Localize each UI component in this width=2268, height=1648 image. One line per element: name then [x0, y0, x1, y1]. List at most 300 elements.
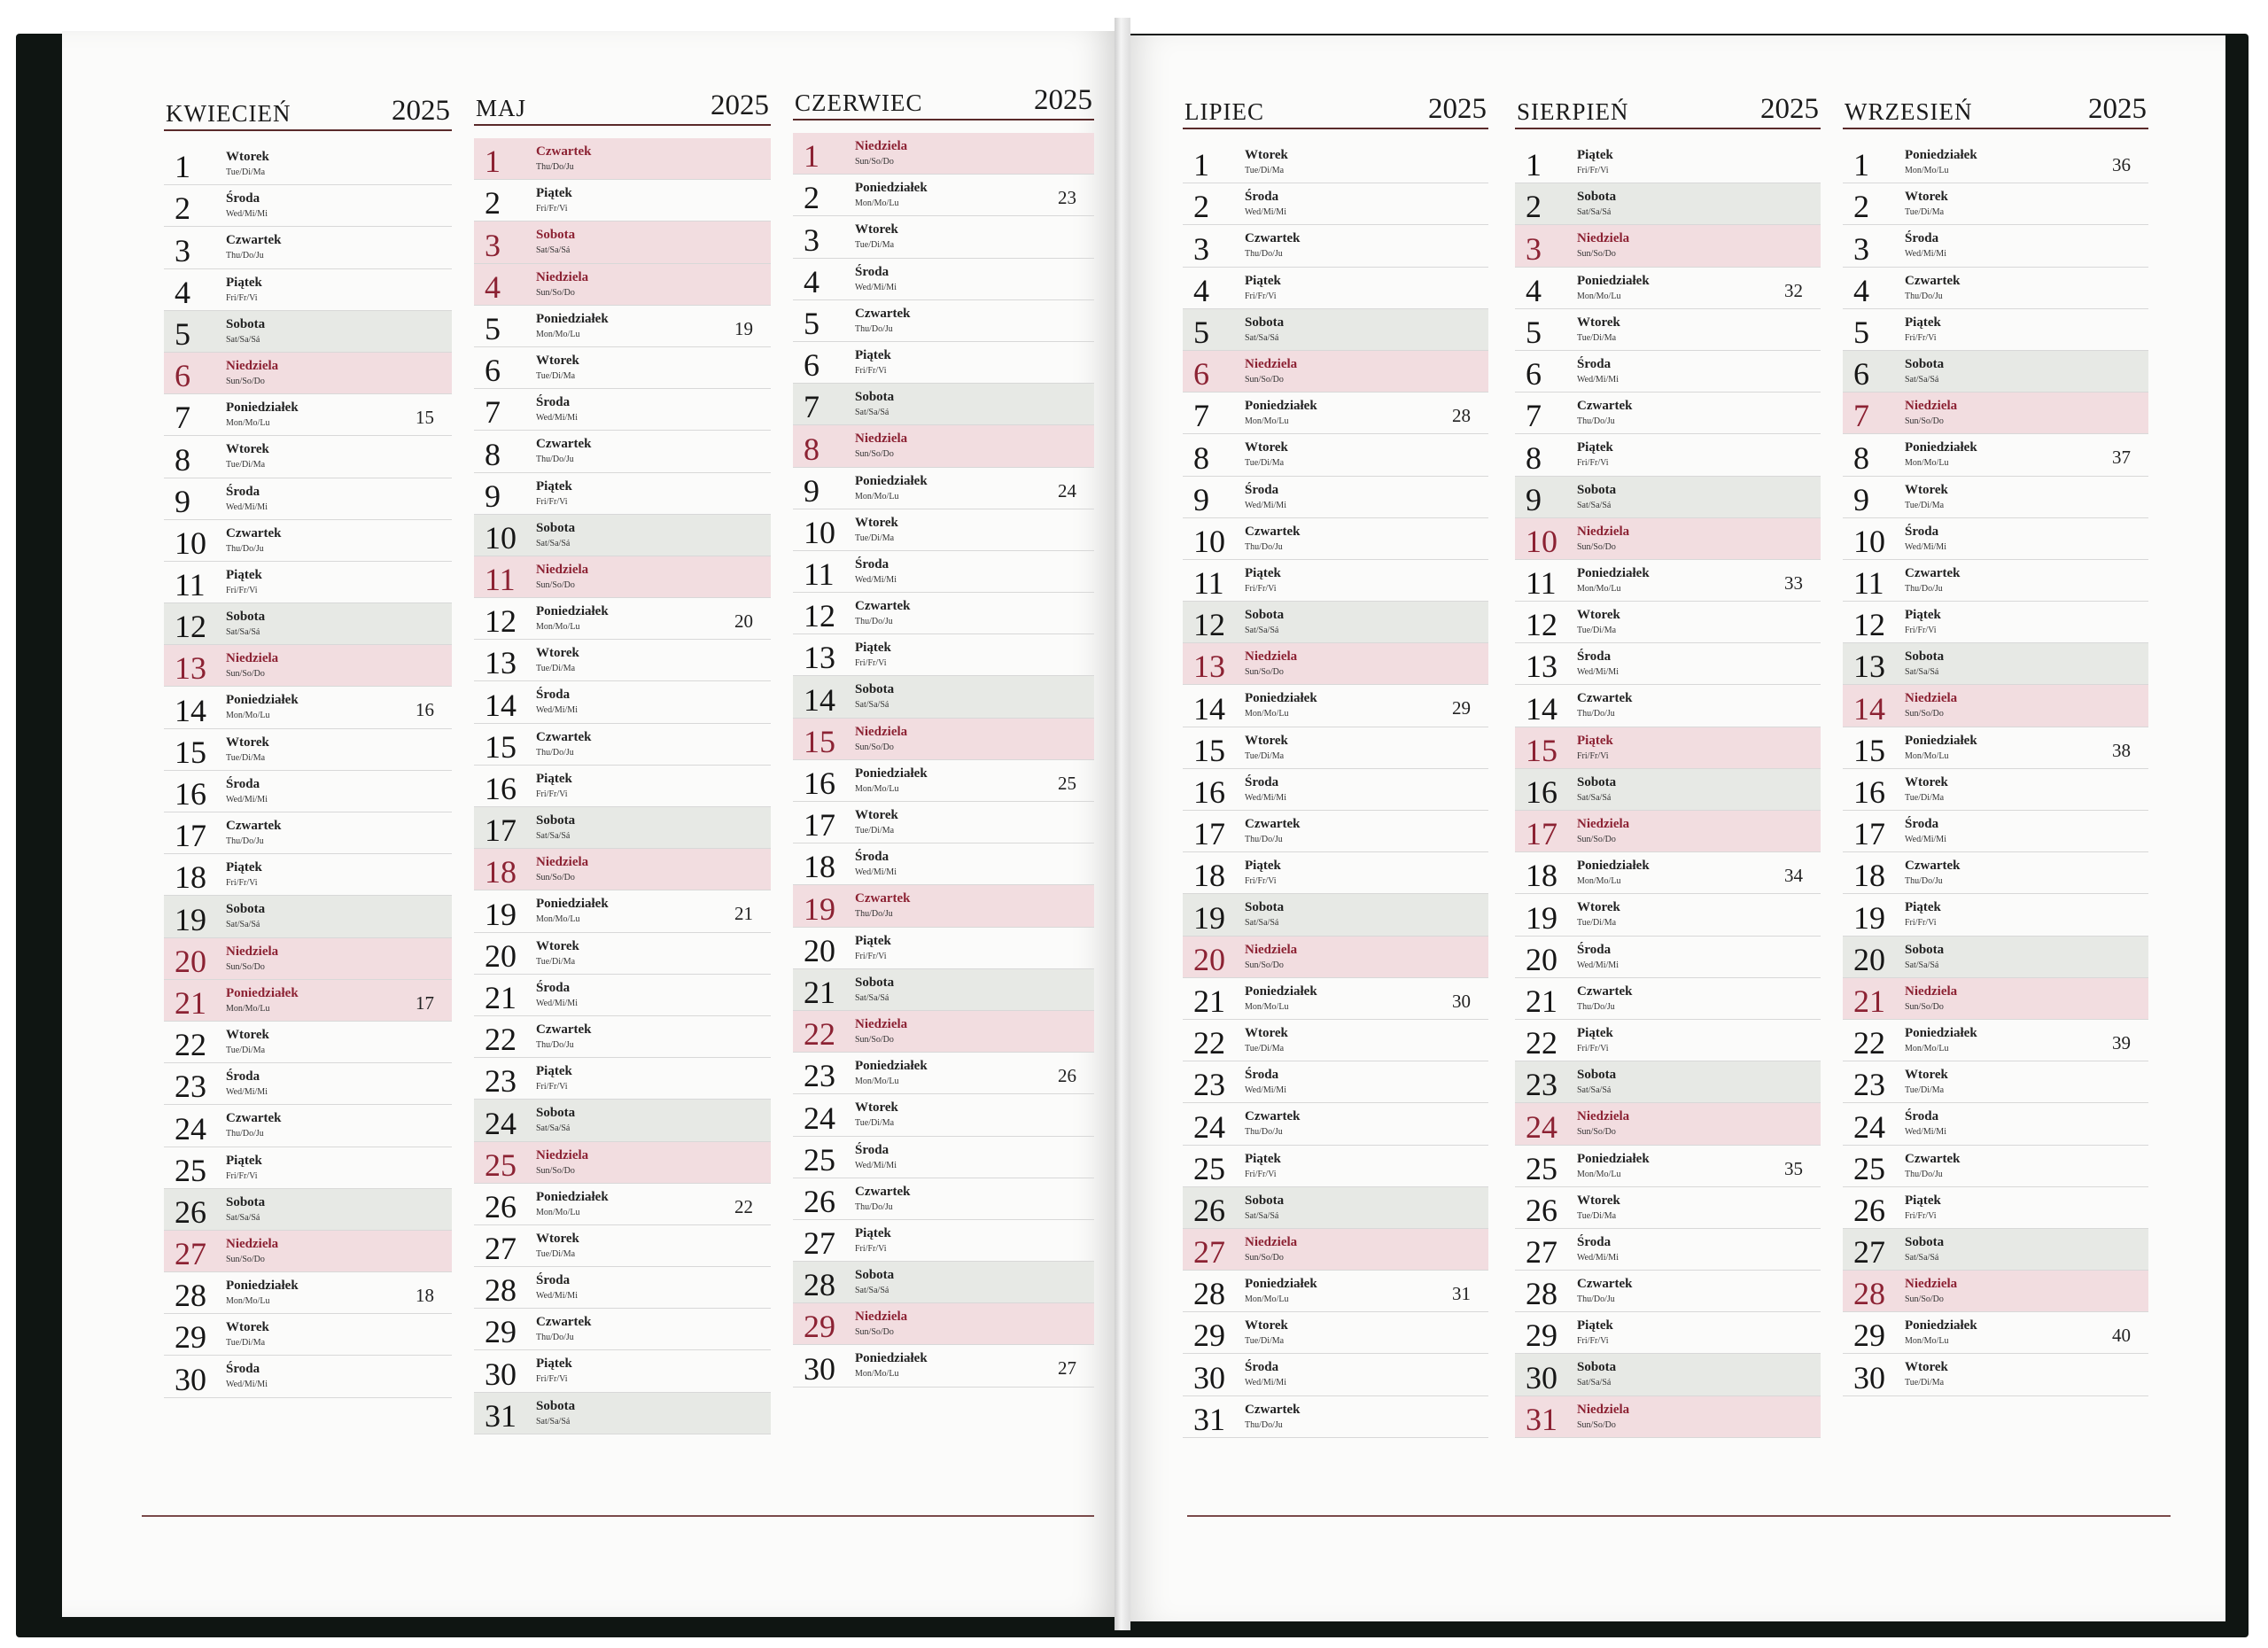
weekday-translation: Mon/Mo/Lu	[226, 711, 270, 721]
weekday-name: Wtorek	[1577, 608, 1620, 623]
day-number: 3	[1193, 230, 1209, 267]
weekday-translation: Sat/Sa/Sá	[536, 1416, 571, 1426]
weekday-translation: Wed/Mi/Mi	[855, 867, 897, 878]
weekday-name: Piątek	[855, 641, 891, 656]
weekday-name: Sobota	[1577, 482, 1617, 497]
weekday-translation: Thu/Do/Ju	[1577, 709, 1615, 719]
day-number: 2	[804, 180, 819, 216]
day-row	[1183, 1020, 1488, 1061]
weekday-translation: Fri/Fr/Vi	[1245, 291, 1277, 301]
day-row	[164, 896, 452, 937]
day-number: 10	[1526, 523, 1557, 559]
day-number: 1	[1526, 147, 1542, 183]
day-row	[164, 1356, 452, 1397]
day-row	[474, 222, 771, 263]
weekday-translation: Mon/Mo/Lu	[1905, 166, 1949, 175]
weekday-name: Czwartek	[855, 891, 911, 906]
day-row	[1843, 1187, 2148, 1229]
weekday-name: Sobota	[1905, 356, 1945, 371]
weekday-name: Środa	[1577, 942, 1612, 957]
weekday-translation: Sat/Sa/Sá	[1245, 918, 1279, 929]
weekday-name: Wtorek	[1245, 148, 1288, 162]
day-number: 18	[804, 849, 835, 885]
day-number: 12	[1853, 607, 1885, 643]
weekday-name: Wtorek	[855, 1100, 898, 1116]
weekday-translation: Sat/Sa/Sá	[536, 1123, 571, 1134]
day-row	[1515, 1312, 1821, 1354]
weekday-translation: Sat/Sa/Sá	[536, 831, 571, 841]
day-row	[164, 603, 452, 645]
weekday-name: Poniedziałek	[1245, 691, 1317, 706]
weekday-translation: Fri/Fr/Vi	[1905, 918, 1937, 929]
weekday-name: Wtorek	[855, 515, 898, 530]
day-row	[1183, 852, 1488, 894]
weekday-name: Wtorek	[1245, 1025, 1288, 1040]
day-row	[1843, 769, 2148, 811]
weekday-translation: Thu/Do/Ju	[536, 1039, 574, 1050]
day-row	[474, 640, 771, 681]
day-row	[1183, 560, 1488, 602]
book-spine	[1115, 18, 1130, 1630]
weekday-translation: Wed/Mi/Mi	[226, 501, 268, 512]
day-number: 23	[175, 1069, 206, 1105]
day-row	[793, 802, 1094, 843]
day-number: 11	[1853, 565, 1884, 602]
weekday-name: Czwartek	[1905, 1151, 1961, 1166]
weekday-name: Czwartek	[1577, 1277, 1633, 1292]
day-number: 23	[485, 1063, 517, 1100]
weekday-translation: Fri/Fr/Vi	[536, 496, 568, 507]
day-number: 21	[1853, 983, 1885, 1019]
day-row	[1515, 560, 1821, 602]
weekday-translation: Mon/Mo/Lu	[226, 418, 270, 429]
day-row	[793, 1178, 1094, 1220]
day-row	[1843, 894, 2148, 936]
weekday-name: Piątek	[1245, 273, 1281, 288]
weekday-translation: Fri/Fr/Vi	[226, 292, 258, 303]
weekday-name: Niedziela	[1577, 817, 1630, 831]
day-number: 17	[485, 812, 517, 849]
day-row	[474, 890, 771, 932]
day-number: 14	[1526, 690, 1557, 727]
day-row	[793, 300, 1094, 342]
weekday-translation: Sun/So/Do	[536, 287, 575, 298]
day-number: 30	[485, 1356, 517, 1392]
day-row	[1183, 477, 1488, 518]
day-number: 29	[485, 1314, 517, 1350]
weekday-translation: Fri/Fr/Vi	[536, 204, 568, 214]
day-list	[474, 138, 771, 1434]
weekday-translation: Fri/Fr/Vi	[1577, 750, 1609, 761]
day-number: 3	[1853, 230, 1869, 267]
weekday-translation: Thu/Do/Ju	[1577, 416, 1615, 427]
day-row	[1183, 978, 1488, 1020]
day-number: 22	[804, 1016, 835, 1053]
weekday-translation: Tue/Di/Ma	[226, 460, 266, 470]
weekday-name: Niedziela	[536, 855, 589, 870]
day-list	[1183, 142, 1488, 1438]
month-year: 2025	[2088, 93, 2147, 125]
day-row	[1843, 1020, 2148, 1061]
weekday-name: Czwartek	[536, 144, 592, 159]
weekday-name: Środa	[855, 264, 889, 279]
day-number: 21	[1526, 983, 1557, 1019]
day-number: 29	[804, 1309, 835, 1345]
week-number: 32	[1784, 279, 1803, 301]
weekday-translation: Sun/So/Do	[226, 961, 265, 972]
day-row	[1183, 309, 1488, 351]
day-number: 30	[1853, 1359, 1885, 1395]
day-number: 8	[175, 441, 190, 478]
day-row	[793, 1011, 1094, 1053]
day-row	[1515, 393, 1821, 434]
weekday-name: Wtorek	[1905, 774, 1948, 789]
weekday-translation: Tue/Di/Ma	[855, 1118, 895, 1129]
weekday-translation: Sun/So/Do	[1577, 1419, 1616, 1430]
weekday-name: Czwartek	[536, 729, 592, 744]
day-row	[474, 1393, 771, 1434]
day-row	[793, 928, 1094, 969]
weekday-name: Piątek	[226, 1153, 262, 1168]
day-row	[793, 384, 1094, 425]
day-row	[1183, 1187, 1488, 1229]
month-year: 2025	[1034, 84, 1092, 116]
day-row	[1183, 1146, 1488, 1187]
day-number: 23	[1526, 1067, 1557, 1103]
day-number: 24	[1193, 1108, 1225, 1145]
weekday-name: Niedziela	[536, 1147, 589, 1162]
weekday-name: Poniedziałek	[855, 181, 928, 196]
day-row	[1183, 268, 1488, 309]
day-number: 19	[1526, 899, 1557, 936]
weekday-name: Poniedziałek	[855, 766, 928, 781]
day-row	[1183, 142, 1488, 183]
day-row	[164, 562, 452, 603]
day-row	[474, 724, 771, 766]
day-row	[1183, 727, 1488, 769]
weekday-name: Sobota	[536, 228, 576, 243]
weekday-name: Niedziela	[226, 358, 279, 373]
day-row	[1843, 142, 2148, 183]
day-row	[793, 1053, 1094, 1094]
weekday-translation: Wed/Mi/Mi	[1245, 1085, 1286, 1096]
week-number: 16	[416, 699, 434, 721]
day-row	[1515, 852, 1821, 894]
weekday-name: Piątek	[536, 1064, 572, 1079]
weekday-translation: Fri/Fr/Vi	[1905, 626, 1937, 636]
day-number: 29	[1526, 1318, 1557, 1354]
day-row	[164, 938, 452, 980]
day-number: 2	[485, 185, 501, 222]
weekday-name: Czwartek	[226, 233, 282, 248]
weekday-name: Czwartek	[1245, 1109, 1301, 1124]
day-row	[474, 849, 771, 890]
weekday-name: Sobota	[226, 316, 266, 331]
weekday-translation: Sat/Sa/Sá	[1905, 960, 1939, 970]
day-number: 10	[175, 525, 206, 561]
week-number: 31	[1452, 1283, 1471, 1305]
weekday-translation: Tue/Di/Ma	[536, 370, 576, 381]
day-number: 31	[1526, 1401, 1557, 1437]
weekday-name: Niedziela	[1577, 1109, 1630, 1124]
weekday-name: Sobota	[855, 975, 895, 990]
day-row	[164, 394, 452, 436]
day-number: 3	[1526, 230, 1542, 267]
day-row	[1843, 351, 2148, 393]
day-number: 4	[175, 274, 190, 310]
day-number: 10	[1853, 523, 1885, 559]
day-number: 25	[175, 1152, 206, 1188]
weekday-translation: Mon/Mo/Lu	[1577, 291, 1621, 301]
day-number: 18	[485, 854, 517, 890]
day-number: 19	[175, 901, 206, 937]
weekday-translation: Wed/Mi/Mi	[226, 794, 268, 805]
day-row	[1183, 1061, 1488, 1103]
weekday-translation: Thu/Do/Ju	[1245, 835, 1283, 844]
weekday-translation: Tue/Di/Ma	[855, 240, 895, 251]
day-number: 19	[1853, 899, 1885, 936]
weekday-translation: Sat/Sa/Sá	[226, 1212, 260, 1223]
day-number: 6	[485, 353, 501, 389]
weekday-translation: Sat/Sa/Sá	[855, 1286, 889, 1296]
day-number: 20	[175, 943, 206, 979]
day-number: 27	[1193, 1234, 1225, 1271]
weekday-translation: Mon/Mo/Lu	[855, 1077, 899, 1087]
day-row	[474, 807, 771, 849]
weekday-name: Sobota	[536, 520, 576, 535]
weekday-translation: Sat/Sa/Sá	[1905, 1252, 1939, 1263]
weekday-name: Piątek	[536, 771, 572, 786]
day-number: 13	[804, 640, 835, 676]
weekday-translation: Thu/Do/Ju	[1905, 583, 1943, 594]
weekday-translation: Thu/Do/Ju	[1905, 291, 1943, 301]
weekday-name: Piątek	[855, 933, 891, 948]
weekday-translation: Fri/Fr/Vi	[536, 1082, 568, 1092]
day-row	[474, 1350, 771, 1392]
day-row	[164, 1272, 452, 1314]
weekday-name: Sobota	[226, 610, 266, 625]
day-row	[1843, 1354, 2148, 1395]
day-row	[164, 1147, 452, 1189]
weekday-name: Piątek	[1577, 1318, 1613, 1333]
weekday-translation: Tue/Di/Ma	[1905, 207, 1945, 218]
month-header	[164, 90, 452, 131]
weekday-translation: Wed/Mi/Mi	[536, 705, 578, 716]
day-number: 24	[485, 1105, 517, 1141]
day-row	[474, 556, 771, 598]
day-row	[1515, 727, 1821, 769]
weekday-name: Piątek	[536, 478, 572, 494]
weekday-translation: Wed/Mi/Mi	[1245, 792, 1286, 803]
weekday-translation: Tue/Di/Ma	[1577, 626, 1617, 636]
day-number: 8	[1853, 439, 1869, 476]
weekday-name: Sobota	[1577, 1068, 1617, 1083]
day-list	[1843, 142, 2148, 1396]
day-number: 27	[1526, 1234, 1557, 1271]
weekday-translation: Sat/Sa/Sá	[226, 627, 260, 638]
weekday-translation: Wed/Mi/Mi	[226, 1087, 268, 1098]
weekday-translation: Tue/Di/Ma	[226, 752, 266, 763]
weekday-name: Sobota	[1577, 774, 1617, 789]
day-row	[474, 681, 771, 723]
weekday-translation: Thu/Do/Ju	[855, 617, 893, 627]
weekday-translation: Tue/Di/Ma	[1905, 1085, 1945, 1096]
weekday-translation: Sun/So/Do	[1577, 835, 1616, 844]
day-row	[793, 634, 1094, 676]
day-number: 5	[1193, 314, 1209, 350]
weekday-name: Wtorek	[1905, 190, 1948, 205]
day-row	[1843, 643, 2148, 685]
day-number: 28	[1853, 1276, 1885, 1312]
day-row	[1183, 602, 1488, 643]
weekday-name: Czwartek	[1245, 231, 1301, 246]
week-number: 30	[1452, 990, 1471, 1012]
day-number: 28	[1526, 1276, 1557, 1312]
weekday-translation: Wed/Mi/Mi	[855, 574, 897, 585]
weekday-name: Wtorek	[1905, 1068, 1948, 1083]
weekday-translation: Thu/Do/Ju	[1245, 249, 1283, 260]
day-number: 1	[485, 144, 501, 180]
weekday-name: Poniedziałek	[1905, 440, 1977, 455]
day-number: 29	[175, 1319, 206, 1356]
day-row	[1183, 1354, 1488, 1395]
left-page-footer-rule	[142, 1515, 1094, 1517]
weekday-translation: Wed/Mi/Mi	[1577, 374, 1619, 385]
day-row	[1515, 1271, 1821, 1312]
day-row	[474, 138, 771, 180]
day-row	[1515, 769, 1821, 811]
day-number: 15	[804, 723, 835, 759]
day-number: 7	[1853, 398, 1869, 434]
day-row	[164, 645, 452, 687]
day-number: 5	[804, 305, 819, 341]
weekday-name: Poniedziałek	[1905, 733, 1977, 748]
weekday-translation: Thu/Do/Ju	[1905, 876, 1943, 887]
day-number: 23	[804, 1058, 835, 1094]
weekday-translation: Mon/Mo/Lu	[1905, 458, 1949, 469]
weekday-name: Wtorek	[536, 1231, 579, 1246]
day-row	[1843, 1312, 2148, 1354]
weekday-name: Sobota	[1245, 900, 1285, 915]
weekday-translation: Tue/Di/Ma	[855, 532, 895, 543]
weekday-translation: Mon/Mo/Lu	[536, 329, 580, 339]
day-row	[1183, 393, 1488, 434]
day-number: 7	[485, 394, 501, 431]
weekday-translation: Wed/Mi/Mi	[1905, 835, 1946, 844]
day-number: 23	[1193, 1067, 1225, 1103]
weekday-translation: Tue/Di/Ma	[1905, 500, 1945, 510]
weekday-name: Wtorek	[1577, 1193, 1620, 1208]
day-number: 17	[175, 818, 206, 854]
day-row	[1515, 351, 1821, 393]
weekday-name: Piątek	[226, 275, 262, 290]
weekday-name: Niedziela	[855, 1310, 908, 1325]
day-row	[1515, 978, 1821, 1020]
day-row	[1183, 518, 1488, 560]
weekday-translation: Fri/Fr/Vi	[226, 878, 258, 889]
weekday-name: Piątek	[1905, 315, 1941, 330]
weekday-translation: Fri/Fr/Vi	[536, 789, 568, 799]
weekday-name: Poniedziałek	[536, 1189, 609, 1204]
day-row	[1183, 1312, 1488, 1354]
weekday-translation: Tue/Di/Ma	[1245, 1336, 1285, 1347]
weekday-translation: Tue/Di/Ma	[1245, 166, 1285, 175]
week-number: 29	[1452, 697, 1471, 719]
weekday-translation: Sat/Sa/Sá	[1905, 667, 1939, 678]
day-number: 23	[1853, 1067, 1885, 1103]
weekday-name: Poniedziałek	[226, 985, 299, 1000]
day-number: 19	[485, 896, 517, 932]
weekday-translation: Thu/Do/Ju	[226, 836, 264, 846]
weekday-translation: Sat/Sa/Sá	[1245, 332, 1279, 343]
weekday-name: Wtorek	[226, 1027, 269, 1042]
day-number: 13	[1193, 649, 1225, 685]
day-row	[1843, 602, 2148, 643]
weekday-name: Niedziela	[1577, 231, 1630, 246]
weekday-name: Środa	[1577, 649, 1612, 665]
weekday-name: Poniedziałek	[855, 1059, 928, 1074]
day-row	[1843, 477, 2148, 518]
weekday-name: Wtorek	[536, 353, 579, 368]
day-row	[1843, 268, 2148, 309]
day-row	[1183, 1271, 1488, 1312]
weekday-name: Czwartek	[1245, 524, 1301, 539]
weekday-name: Wtorek	[536, 938, 579, 953]
day-row	[793, 969, 1094, 1011]
day-row	[1843, 1061, 2148, 1103]
weekday-name: Niedziela	[1245, 1234, 1298, 1249]
month-header	[1843, 89, 2148, 129]
weekday-name: Niedziela	[1577, 1402, 1630, 1417]
weekday-translation: Mon/Mo/Lu	[1905, 1336, 1949, 1347]
day-row	[1515, 142, 1821, 183]
day-row	[793, 425, 1094, 467]
weekday-name: Poniedziałek	[1245, 399, 1317, 414]
day-row	[1843, 727, 2148, 769]
day-row	[1515, 309, 1821, 351]
weekday-name: Niedziela	[1245, 649, 1298, 665]
day-number: 2	[1853, 189, 1869, 225]
day-number: 15	[175, 734, 206, 770]
day-number: 14	[804, 681, 835, 718]
weekday-name: Środa	[1905, 231, 1939, 246]
day-number: 27	[175, 1236, 206, 1272]
weekday-name: Niedziela	[855, 1016, 908, 1031]
day-number: 20	[485, 937, 517, 974]
day-number: 11	[175, 567, 206, 603]
weekday-name: Piątek	[1905, 608, 1941, 623]
weekday-name: Wtorek	[1905, 482, 1948, 497]
day-row	[1843, 309, 2148, 351]
day-number: 3	[175, 232, 190, 268]
day-number: 26	[1853, 1192, 1885, 1228]
day-row	[1515, 183, 1821, 225]
day-number: 4	[804, 263, 819, 299]
day-number: 10	[485, 519, 517, 556]
weekday-translation: Sun/So/Do	[1245, 374, 1284, 385]
day-row	[164, 1314, 452, 1356]
day-number: 20	[1853, 941, 1885, 977]
day-number: 25	[1526, 1150, 1557, 1186]
day-number: 14	[1193, 690, 1225, 727]
day-row	[1515, 685, 1821, 727]
weekday-name: Niedziela	[1577, 524, 1630, 539]
day-number: 3	[485, 227, 501, 263]
weekday-name: Poniedziałek	[226, 400, 299, 416]
day-number: 27	[1853, 1234, 1885, 1271]
day-number: 29	[1193, 1318, 1225, 1354]
day-number: 22	[175, 1027, 206, 1063]
